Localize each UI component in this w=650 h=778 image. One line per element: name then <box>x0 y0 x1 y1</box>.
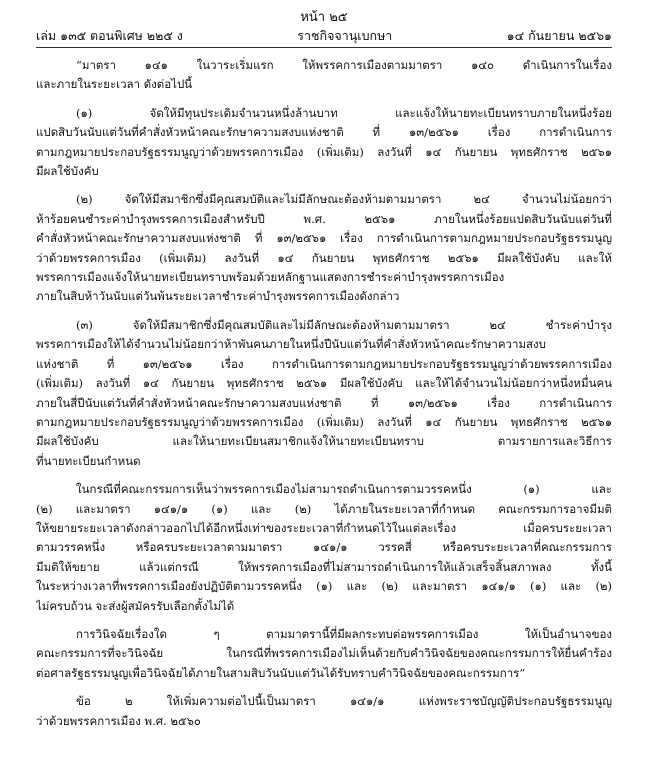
text-line: (๓) จัดให้มีสมาชิกซึ่งมีคุณสมบัติและไม่มีลักษณะต้องห้ามตามมาตรา ๒๔ ชำระค่าบำรุง <box>76 317 612 332</box>
text-line: ตามกฎหมายประกอบรัฐธรรมนูญว่าด้วยพรรคการเมือง (เพิ่มเติม) ลงวันที่ ๑๔ กันยายน พุทธศักราช ๒๕๖๑ <box>36 414 612 429</box>
text-line: ไม่ครบถ้วน จะส่งผู้สมัครรับเลือกตั้งไม่ได้ <box>36 598 235 613</box>
text-line: (๑) จัดให้มีทุนประเดิมจำนวนหนึ่งล้านบาท และแจ้งให้นายทะเบียนทราบภายในหนึ่งร้อย <box>76 105 612 120</box>
text-line: (๒) จัดให้มีสมาชิกซึ่งมีคุณสมบัติและไม่มีลักษณะต้องห้ามตามมาตรา ๒๔ จำนวนไม่น้อยกว่า <box>76 192 612 207</box>
paragraph <box>36 190 612 306</box>
text-line: ให้ขยายระยะเวลาดังกล่าวออกไปได้อีกหนึ่งเท่าของระยะเวลาที่กำหนดไว้ในแต่ละเรื่อง เมื่อครบระยะเวลา <box>36 520 612 535</box>
text-line: ตามกฎหมายประกอบรัฐธรรมนูญว่าด้วยพรรคการเมือง (เพิ่มเติม) ลงวันที่ ๑๔ กันยายน พุทธศักราช ๒๕๖๑ <box>36 144 612 159</box>
text-line: คณะกรรมการที่จะวินิจฉัย ในกรณีที่พรรคการเมืองไม่เห็นด้วยกับคำวินิจฉัยของคณะกรรมการให้ยื่นคำร้อง <box>36 646 612 661</box>
text-line: ว่าด้วยพรรคการเมือง พ.ศ. ๒๕๖๐ <box>36 713 201 728</box>
text-line: แปดสิบวันนับแต่วันที่คำสั่งหัวหน้าคณะรักษาความสงบแห่งชาติ ที่ ๑๓/๒๕๖๑ เรื่อง การดำเนินการ <box>36 125 612 140</box>
text-line: ข้อ ๒ ให้เพิ่มความต่อไปนี้เป็นมาตรา ๑๔๑/๑ แห่งพระราชบัญญัติประกอบรัฐธรรมนูญ <box>76 694 612 709</box>
text-line: (เพิ่มเติม) ลงวันที่ ๑๔ กันยายน พุทธศักราช ๒๕๖๑ มีผลใช้บังคับ และให้ได้จำนวนไม่น้อยกว่าหนึ่งหมื่นคน <box>36 376 612 391</box>
publication-date: ๑๔ กันยายน ๒๕๖๑ <box>506 28 612 43</box>
paragraph <box>36 480 612 616</box>
text-line: มีผลใช้บังคับ <box>36 164 99 179</box>
text-line: แห่งชาติ ที่ ๑๓/๒๕๖๑ เรื่อง การดำเนินการตามกฎหมายประกอบรัฐธรรมนูญว่าด้วยพรรคการเมือง <box>36 356 612 371</box>
document-body <box>36 56 612 731</box>
paragraph <box>36 316 612 471</box>
paragraph <box>36 56 612 95</box>
text-line: พรรคการเมืองแจ้งให้นายทะเบียนทราบพร้อมด้วยหลักฐานแสดงการชำระค่าบำรุงพรรคการเมือง <box>36 270 505 285</box>
text-line: ว่าด้วยพรรคการเมือง (เพิ่มเติม) ลงวันที่ ๑๔ กันยายน พุทธศักราช ๒๕๖๑ มีผลใช้บังคับ และให้ <box>36 250 612 265</box>
text-line: มีมติให้ขยาย แล้วแต่กรณี ให้พรรคการเมืองที่ไม่สามารถดำเนินการให้แล้วเสร็จสิ้นสภาพลง ทั้งนี้ <box>36 559 612 574</box>
text-line: ภายในสี่ปีนับแต่วันที่คำสั่งหัวหน้าคณะรักษาความสงบแห่งชาติ ที่ ๑๓/๒๕๖๑ เรื่อง การดำเนินการ <box>36 395 612 410</box>
text-line: ต่อศาลรัฐธรรมนูญเพื่อวินิจฉัยได้ภายในสามสิบวันนับแต่วันได้รับทราบคำวินิจฉัยของคณะกรรมการ” <box>36 665 526 680</box>
gazette-header <box>36 28 612 44</box>
text-line: คำสั่งหัวหน้าคณะรักษาความสงบแห่งชาติ ที่ ๑๓/๒๕๖๑ เรื่อง การดำเนินการตามกฎหมายประกอบรัฐธรรมนูญ <box>36 231 612 246</box>
text-line: ตามวรรคหนึ่ง หรือครบระยะเวลาตามมาตรา ๑๔๑/๑ วรรคสี่ หรือครบระยะเวลาที่คณะกรรมการ <box>36 540 612 555</box>
paragraph <box>36 692 612 731</box>
volume-info: เล่ม ๑๓๕ ตอนพิเศษ ๒๒๕ ง <box>36 28 183 43</box>
text-line: ที่นายทะเบียนกำหนด <box>36 453 141 468</box>
header-divider <box>36 47 612 48</box>
text-line: ห้าร้อยคนชำระค่าบำรุงพรรคการเมืองสำหรับปี พ.ศ. ๒๕๖๑ ภายในหนึ่งร้อยแปดสิบวันนับแต่วันที่ <box>36 211 612 226</box>
paragraph <box>36 625 612 683</box>
text-line: “มาตรา ๑๔๑ ในวาระเริ่มแรก ให้พรรคการเมืองตามมาตรา ๑๔๐ ดำเนินการในเรื่อง <box>76 58 612 72</box>
page-number: หน้า ๒๕ <box>300 10 348 25</box>
text-line: ภายในสิบห้าวันนับแต่วันพ้นระยะเวลาชำระค่าบำรุงพรรคการเมืองดังกล่าว <box>36 289 400 304</box>
text-line: ในระหว่างเวลาที่พรรคการเมืองยังปฏิบัติตามวรรคหนึ่ง (๑) และ (๒) และมาตรา ๑๔๑/๑ (๑) และ (๒) <box>36 579 612 594</box>
text-line: (๒) และมาตรา ๑๔๑/๑ (๑) และ (๒) ได้ภายในระยะเวลาที่กำหนด คณะกรรมการอาจมีมติ <box>36 501 612 516</box>
paragraph <box>36 104 612 182</box>
text-line: การวินิจฉัยเรื่องใด ๆ ตามมาตรานี้ที่มีผลกระทบต่อพรรคการเมือง ให้เป็นอำนาจของ <box>76 626 612 641</box>
gazette-name: ราชกิจจานุเบกษา <box>297 28 393 43</box>
text-line: พรรคการเมืองให้ได้จำนวนไม่น้อยกว่าห้าพันคนภายในหนึ่งปีนับแต่วันที่คำสั่งหัวหน้าคณะรักษาความสงบ <box>36 337 546 352</box>
text-line: และภายในระยะเวลา ดังต่อไปนี้ <box>36 77 193 92</box>
text-line: ในกรณีที่คณะกรรมการเห็นว่าพรรคการเมืองไม่สามารถดำเนินการตามวรรคหนึ่ง (๑) และ <box>76 482 612 497</box>
text-line: มีผลใช้บังคับ และให้นายทะเบียนสมาชิกแจ้งให้นายทะเบียนทราบ ตามรายการและวิธีการ <box>36 434 612 449</box>
